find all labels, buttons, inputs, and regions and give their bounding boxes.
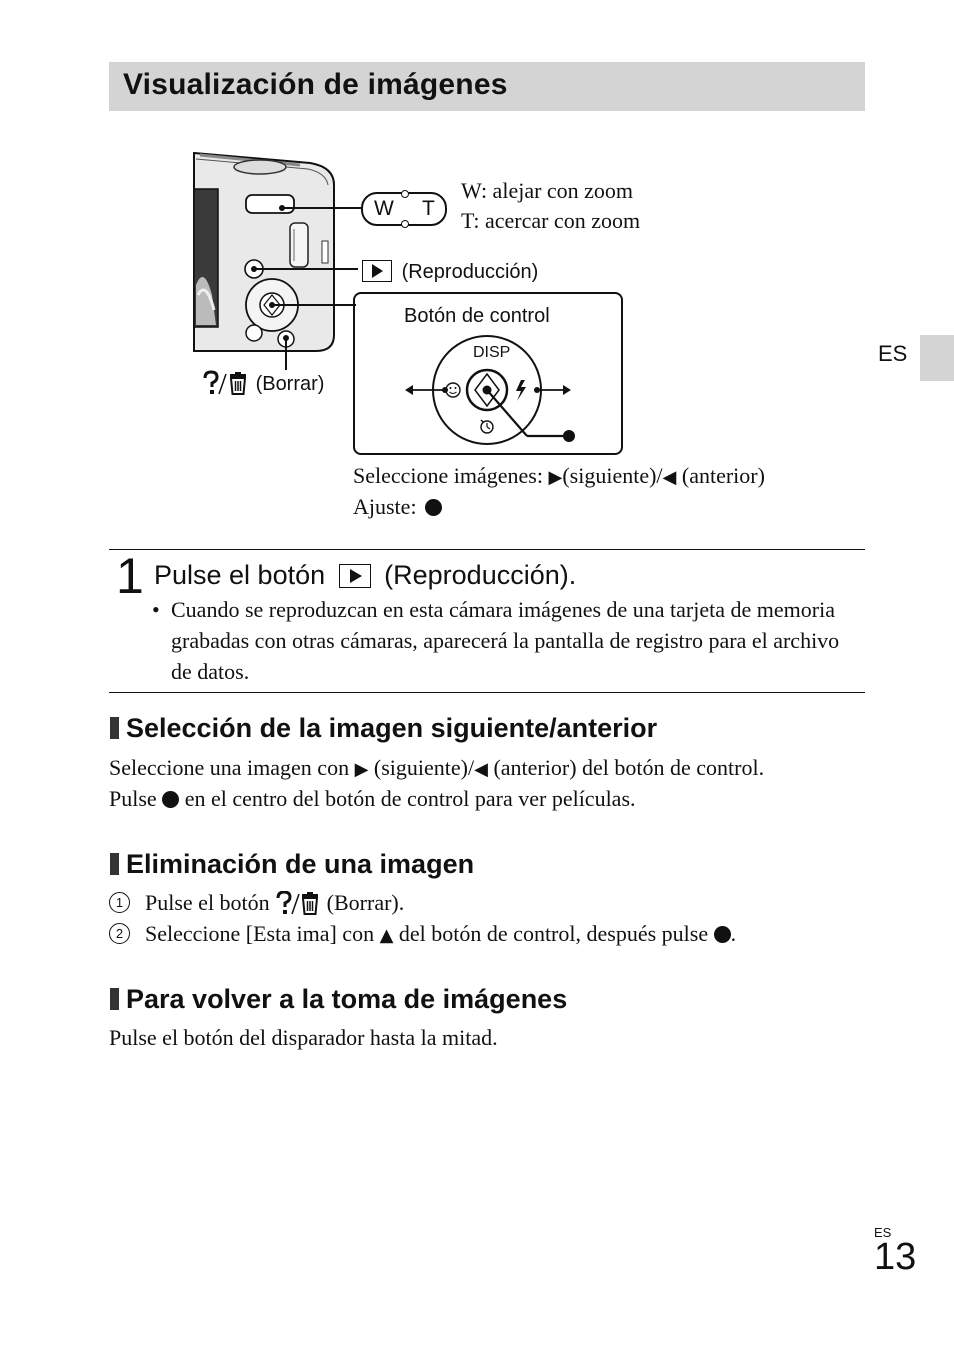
section-heading-delete: Eliminación de una imagen bbox=[110, 849, 474, 880]
select-next-text: (siguiente)/ bbox=[562, 463, 663, 488]
select-images-prefix: Seleccione imágenes: bbox=[353, 463, 543, 488]
delete-callout bbox=[202, 370, 324, 396]
control-button-box bbox=[353, 292, 623, 455]
disp-label: DISP bbox=[473, 344, 511, 361]
zoom-t-letter: T bbox=[422, 197, 435, 220]
playback-callout-label: (Reproducción) bbox=[401, 261, 539, 283]
playback-icon bbox=[339, 564, 371, 588]
help-trash-icon bbox=[275, 891, 321, 915]
select-prev-text: (anterior) bbox=[681, 463, 765, 488]
step-number: 1 bbox=[116, 548, 144, 604]
filled-circle-icon bbox=[162, 791, 179, 808]
right-triangle-icon: ▶ bbox=[354, 759, 369, 780]
adjust-label: Ajuste: bbox=[353, 494, 417, 519]
divider-bottom bbox=[109, 692, 865, 693]
step-circle-number: 1 bbox=[109, 892, 130, 913]
zoom-lever-icon bbox=[361, 192, 447, 226]
filled-circle-icon bbox=[425, 499, 442, 516]
delete-step-1: 1 Pulse el botón (Borrar). bbox=[109, 887, 849, 918]
step-circle-number: 2 bbox=[109, 923, 130, 944]
delete-callout-label: (Borrar) bbox=[255, 373, 325, 395]
section-heading-return: Para volver a la toma de imágenes bbox=[110, 984, 567, 1015]
filled-circle-icon bbox=[714, 926, 731, 943]
help-trash-icon bbox=[202, 370, 250, 396]
delete-step-2: 2 Seleccione [Esta ima] con ▲ del botón de control, después pulse . bbox=[109, 918, 849, 949]
step-title bbox=[154, 560, 576, 591]
right-triangle-icon: ▶ bbox=[548, 467, 563, 488]
zoom-t-text: T: acercar con zoom bbox=[461, 208, 641, 233]
side-language-label: ES bbox=[878, 341, 908, 366]
footer-language: ES bbox=[874, 1225, 892, 1240]
page-title-band bbox=[109, 62, 865, 111]
page-number: 13 bbox=[874, 1236, 917, 1278]
return-text: Pulse el botón del disparador hasta la mitad. bbox=[109, 1025, 498, 1050]
step-note bbox=[152, 594, 857, 687]
divider-top bbox=[109, 549, 865, 550]
playback-icon bbox=[362, 260, 392, 282]
side-language-tab bbox=[920, 335, 954, 381]
step-note-text: Cuando se reproduzcan en esta cámara imágenes de una tarjeta de memoria grabadas con otras cámaras, aparecerá la pantalla de registro para el archivo de datos. bbox=[171, 597, 840, 684]
next-prev-line-2: Pulse en el centro del botón de control para ver películas. bbox=[109, 786, 636, 811]
adjust-line bbox=[353, 492, 442, 522]
playback-callout bbox=[362, 260, 538, 284]
zoom-w-letter: W bbox=[374, 197, 394, 220]
bullet: • bbox=[152, 597, 160, 622]
section-marker bbox=[110, 717, 119, 739]
section-marker bbox=[110, 988, 119, 1010]
up-triangle-icon: ▲ bbox=[379, 925, 394, 946]
next-prev-line-1: Seleccione una imagen con ▶ (siguiente)/◀ (anterior) del botón de control. bbox=[109, 755, 765, 780]
step-title-suffix: (Reproducción). bbox=[384, 560, 577, 590]
zoom-w-text: W: alejar con zoom bbox=[461, 178, 634, 203]
left-triangle-icon: ◀ bbox=[662, 467, 677, 488]
section-marker bbox=[110, 853, 119, 875]
section-heading-next-prev: Selección de la imagen siguiente/anterior bbox=[110, 713, 657, 744]
select-images-line bbox=[353, 461, 765, 493]
left-triangle-icon: ◀ bbox=[474, 759, 488, 780]
step-title-prefix: Pulse el botón bbox=[154, 560, 326, 590]
control-button-label: Botón de control bbox=[404, 305, 550, 327]
page-title: Visualización de imágenes bbox=[123, 68, 508, 101]
